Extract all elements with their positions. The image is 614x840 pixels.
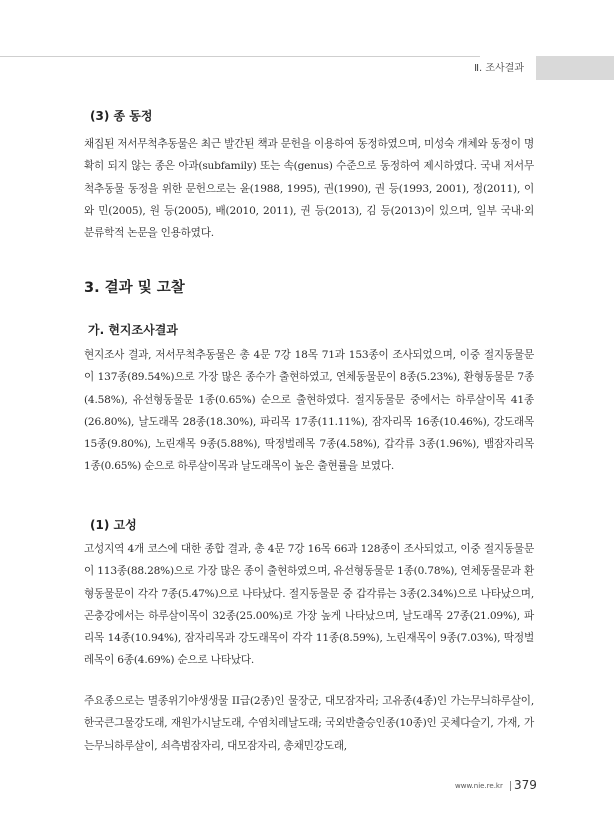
goseong-paragraph: 고성지역 4개 코스에 대한 종합 결과, 총 4문 7강 16목 66과 128종이 조사되었고, 이중 절지동물문이 113종(88.28%)으로 가장 많은 종이 출현하였으며, 유선형동물문 1종(0.78%), 연체동물문과 환형동물문이 각각 7종(5.47%)으로 나타났다. 절지동물문 중 갑각류는 3종(2.34%)으로 나타났으며, 곤충강에서는 하루살이목이 32종(25.00%)로 가장 높게 나타났으며, 날도래목 27종(21.09%), 파리목 14종(10.94%), 잠자리목과 강도래목이 각각 11종(8.59%), 노린재목이 9종(7.03%), 딱정벌레목이 6종(4.69%) 순으로 나타났다. bbox=[84, 543, 534, 667]
goseong-paragraph-2: 주요종으로는 멸종위기야생생물 II급(2종)인 물장군, 대모잠자리; 고유종(4종)인 가는무늬하루살이, 한국큰그물강도래, 재원가시날도래, 수염치레날도래; 국외반출승인종(10종)인 곳체다슬기, 가재, 가는무늬하루살이, 쇠측범잠자리, 대모잠자리, 총채민강도래, bbox=[84, 695, 534, 752]
footer-url: www.nie.re.kr bbox=[455, 782, 503, 790]
results-heading: 3. 결과 및 고찰 bbox=[84, 280, 185, 296]
species-id-heading: (3) 종 동정 bbox=[90, 109, 153, 123]
header-tab-block bbox=[536, 56, 614, 80]
running-header: Ⅱ. 조사결과 bbox=[474, 63, 524, 74]
header-rule bbox=[0, 56, 480, 57]
page-number: 379 bbox=[514, 778, 537, 792]
field-survey-heading: 가. 현지조사결과 bbox=[88, 323, 178, 337]
goseong-heading: (1) 고성 bbox=[90, 518, 137, 532]
footer-separator bbox=[510, 781, 511, 791]
species-id-paragraph: 채집된 저서무척추동물은 최근 발간된 책과 문헌을 이용하여 동정하였으며, 미성숙 개체와 동정이 명확히 되지 않는 종은 아과(subfamily) 또는 속(genus) 수준으로 동정하여 제시하였다. 국내 저서무척추동물 동정을 위한 문헌으로는 윤(1988, 1995), 권(1990), 권 등(1993, 2001), 정(2011), 이와 민(2005), 원 등(2005), 배(2010, 2011), 권 등(2013), 김 등(2013)이 있으며, 일부 국내·외 분류학적 논문을 인용하였다. bbox=[84, 138, 534, 240]
field-survey-paragraph: 현지조사 결과, 저서무척추동물은 총 4문 7강 18목 71과 153종이 조사되었으며, 이중 절지동물문이 137종(89.54%)으로 가장 많은 종수가 출현하였고, 연체동물문이 8종(5.23%), 환형동물문 7종(4.58%), 유선형동물문 1종(0.65%) 순으로 출현하였다. 절지동물문 중에서는 하루살이목 41종(26.80%), 날도래목 28종(18.30%), 파리목 17종(11.11%), 잠자리목 16종(10.46%), 강도래목 15종(9.80%), 노린재목 9종(5.88%), 딱정벌레목 7종(4.58%), 갑각류 3종(1.96%), 뱀잠자리목 1종(0.65%) 순으로 하루살이목과 날도래목이 높은 출현률을 보였다. bbox=[84, 349, 534, 473]
